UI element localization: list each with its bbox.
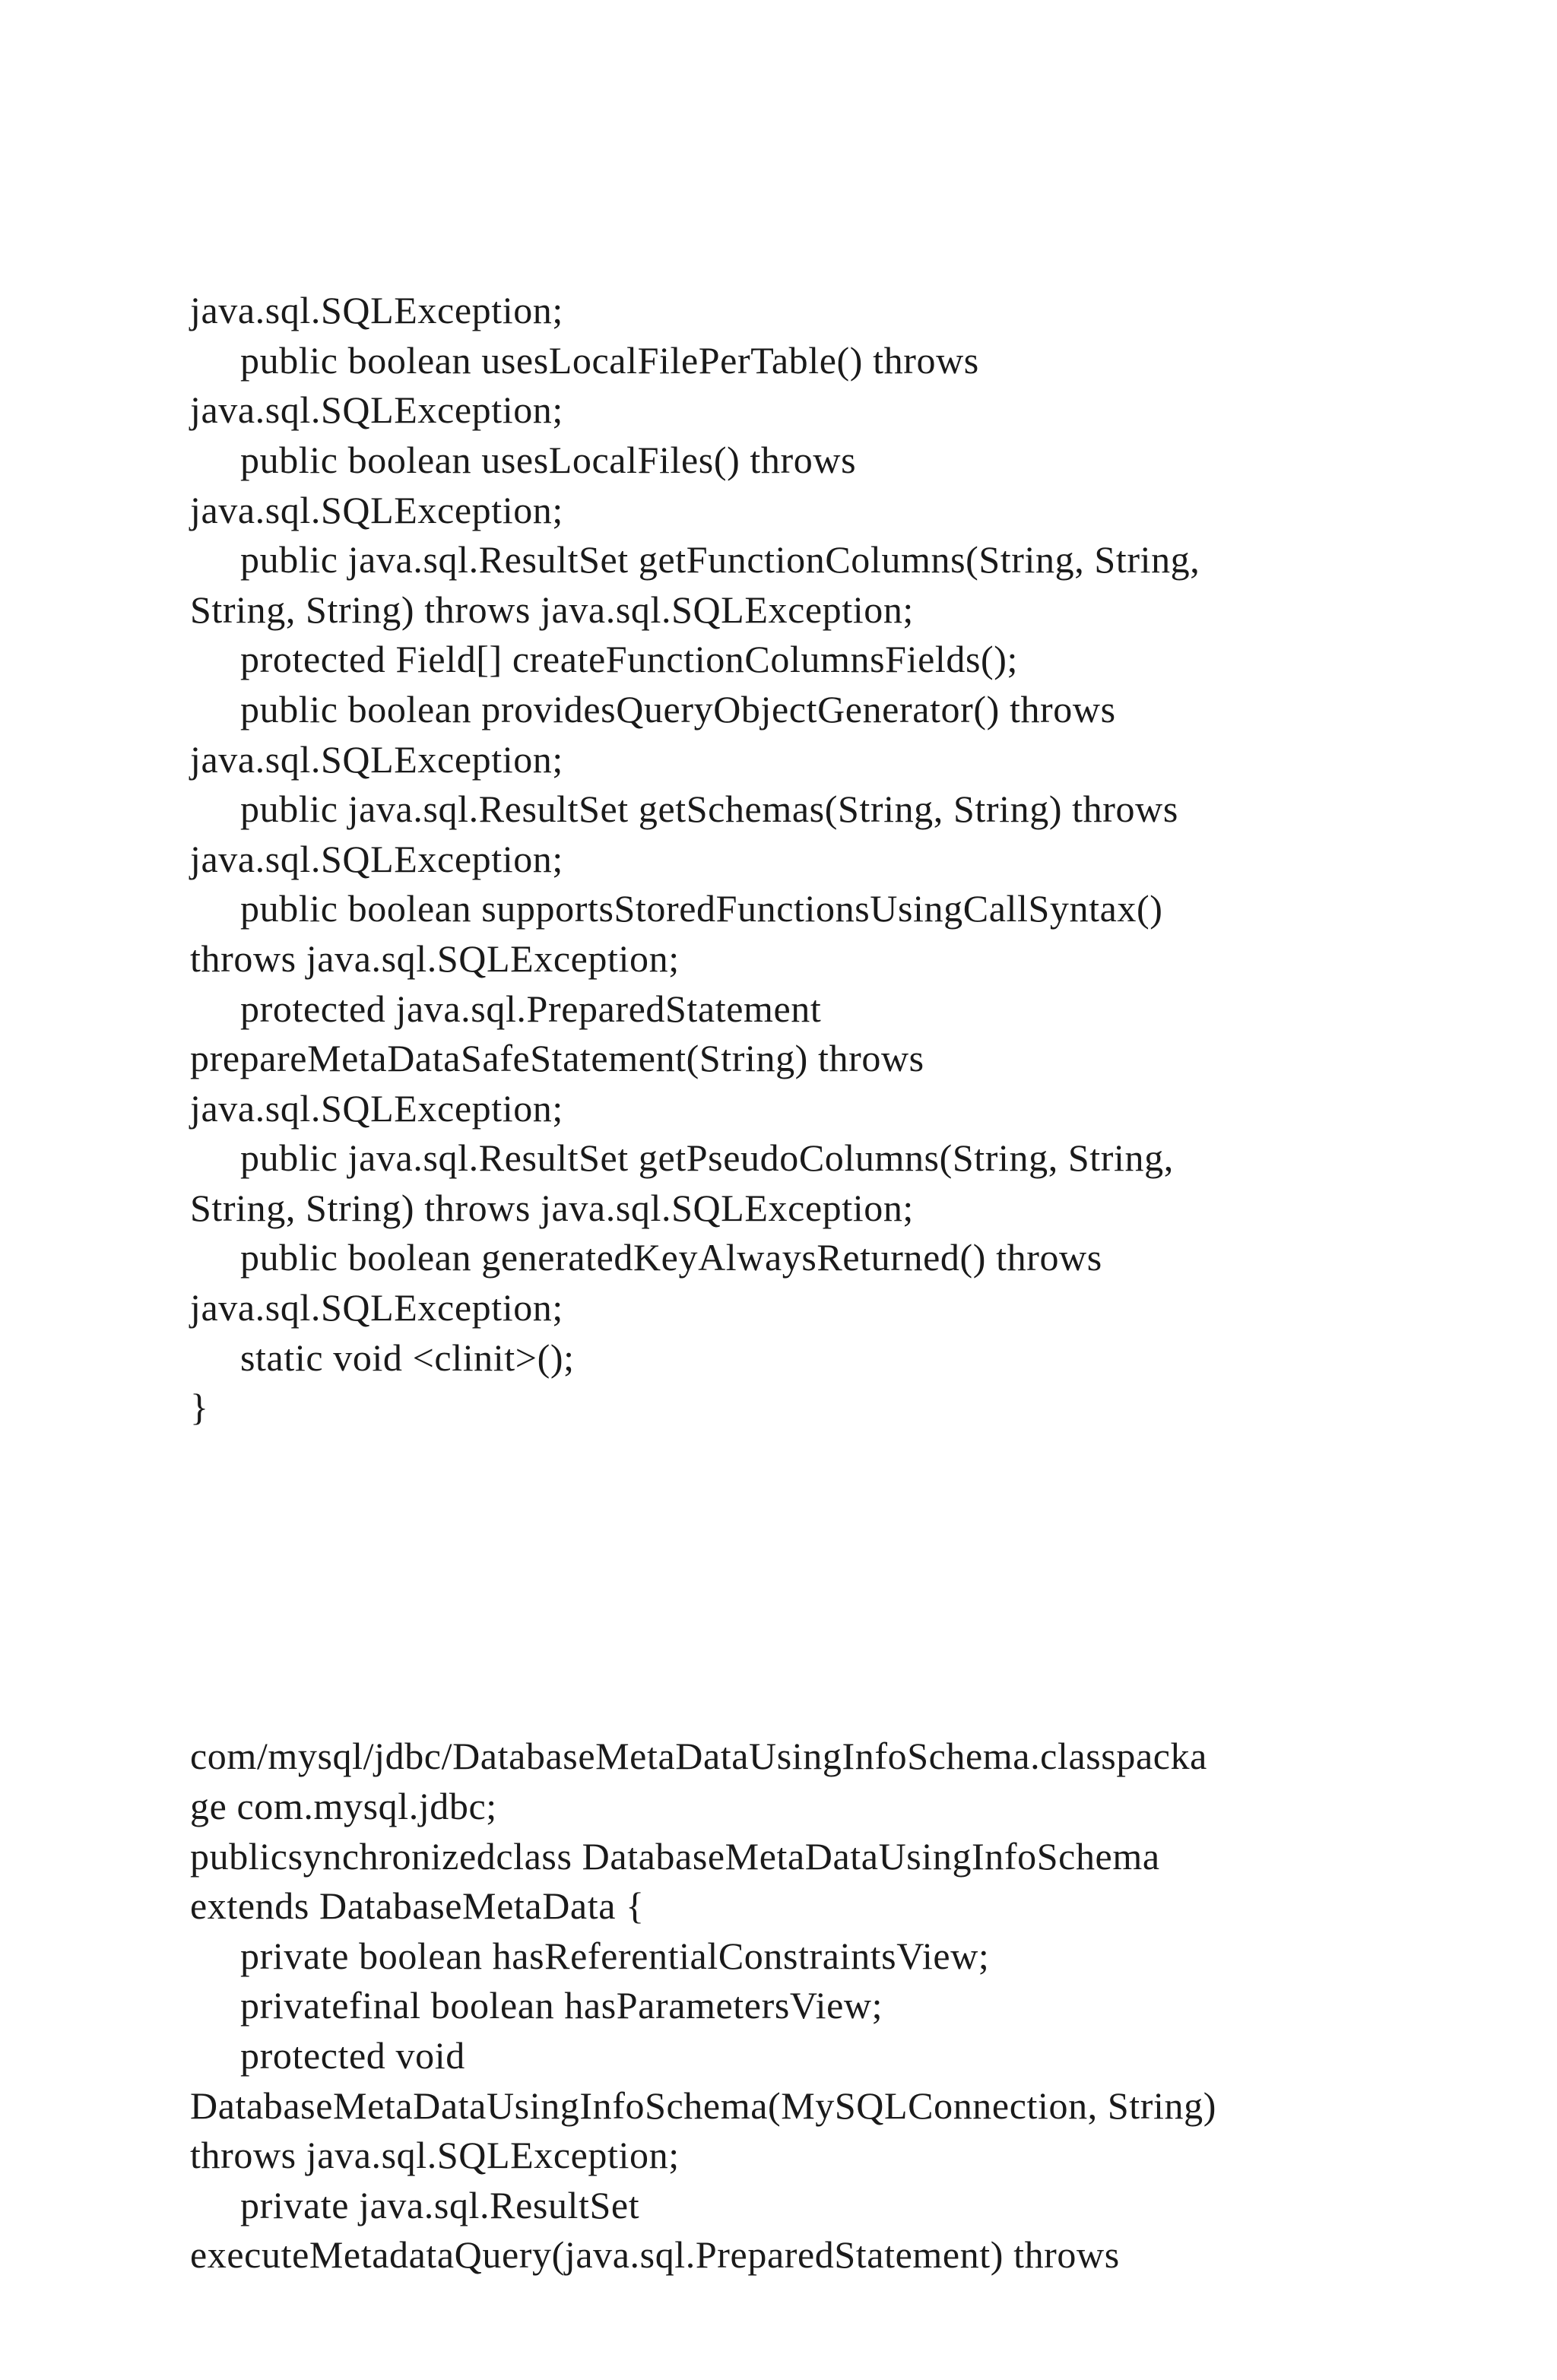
- code-line: throws java.sql.SQLException;: [190, 936, 680, 980]
- code-line: String, String) throws java.sql.SQLException;: [190, 1186, 914, 1229]
- code-text-block: [190, 186, 1482, 2380]
- code-line: public boolean usesLocalFiles() throws: [240, 438, 857, 481]
- code-line: java.sql.SQLException;: [190, 1286, 563, 1329]
- code-line: java.sql.SQLException;: [190, 289, 563, 332]
- code-line: String, String) throws java.sql.SQLException;: [190, 588, 914, 631]
- code-line: extends DatabaseMetaData {: [190, 1884, 645, 1928]
- code-line: protected java.sql.PreparedStatement: [240, 987, 822, 1030]
- code-line: static void <clinit>();: [240, 1336, 575, 1379]
- code-line: java.sql.SQLException;: [190, 1086, 563, 1130]
- code-line: java.sql.SQLException;: [190, 737, 563, 781]
- code-line: java.sql.SQLException;: [190, 837, 563, 880]
- code-line: public boolean supportsStoredFunctionsUsingCallSyntax(): [240, 887, 1163, 930]
- code-line: privatefinal boolean hasParametersView;: [240, 1984, 883, 2027]
- code-line: protected Field[] createFunctionColumnsFields();: [240, 638, 1019, 681]
- code-line: executeMetadataQuery(java.sql.PreparedStatement) throws: [190, 2233, 1120, 2277]
- code-line: public boolean usesLocalFilePerTable() throws: [240, 338, 979, 382]
- code-line: throws java.sql.SQLException;: [190, 2134, 680, 2177]
- code-line: public java.sql.ResultSet getFunctionColumns(String, String,: [240, 538, 1200, 582]
- code-line: DatabaseMetaDataUsingInfoSchema(MySQLConnection, String): [190, 2084, 1216, 2127]
- code-line: java.sql.SQLException;: [190, 488, 563, 531]
- code-line: }: [190, 1386, 209, 1429]
- code-line: ge com.mysql.jdbc;: [190, 1785, 497, 1827]
- code-line: public java.sql.ResultSet getSchemas(String, String) throws: [240, 788, 1178, 831]
- code-line: java.sql.SQLException;: [190, 388, 563, 432]
- code-line: public java.sql.ResultSet getPseudoColumns(String, String,: [240, 1136, 1174, 1180]
- code-line: publicsynchronizedclass DatabaseMetaDataUsingInfoSchema: [190, 1834, 1160, 1878]
- code-line: protected void: [240, 2033, 465, 2077]
- code-line: prepareMetaDataSafeStatement(String) throws: [190, 1037, 924, 1080]
- code-line: public boolean generatedKeyAlwaysReturned() throws: [240, 1236, 1102, 1279]
- code-line: public boolean providesQueryObjectGenerator() throws: [240, 687, 1116, 730]
- code-line: private boolean hasReferentialConstraintsView;: [240, 1934, 990, 1977]
- code-section-database-metadata-using-info-schema: [190, 1732, 1482, 2280]
- code-line: private java.sql.ResultSet: [240, 2183, 640, 2226]
- code-section-tail-of-previous-class: [190, 286, 1482, 1433]
- code-line: com/mysql/jdbc/DatabaseMetaDataUsingInfoSchema.classpacka: [190, 1735, 1207, 1778]
- section-gap: [190, 1532, 1482, 1632]
